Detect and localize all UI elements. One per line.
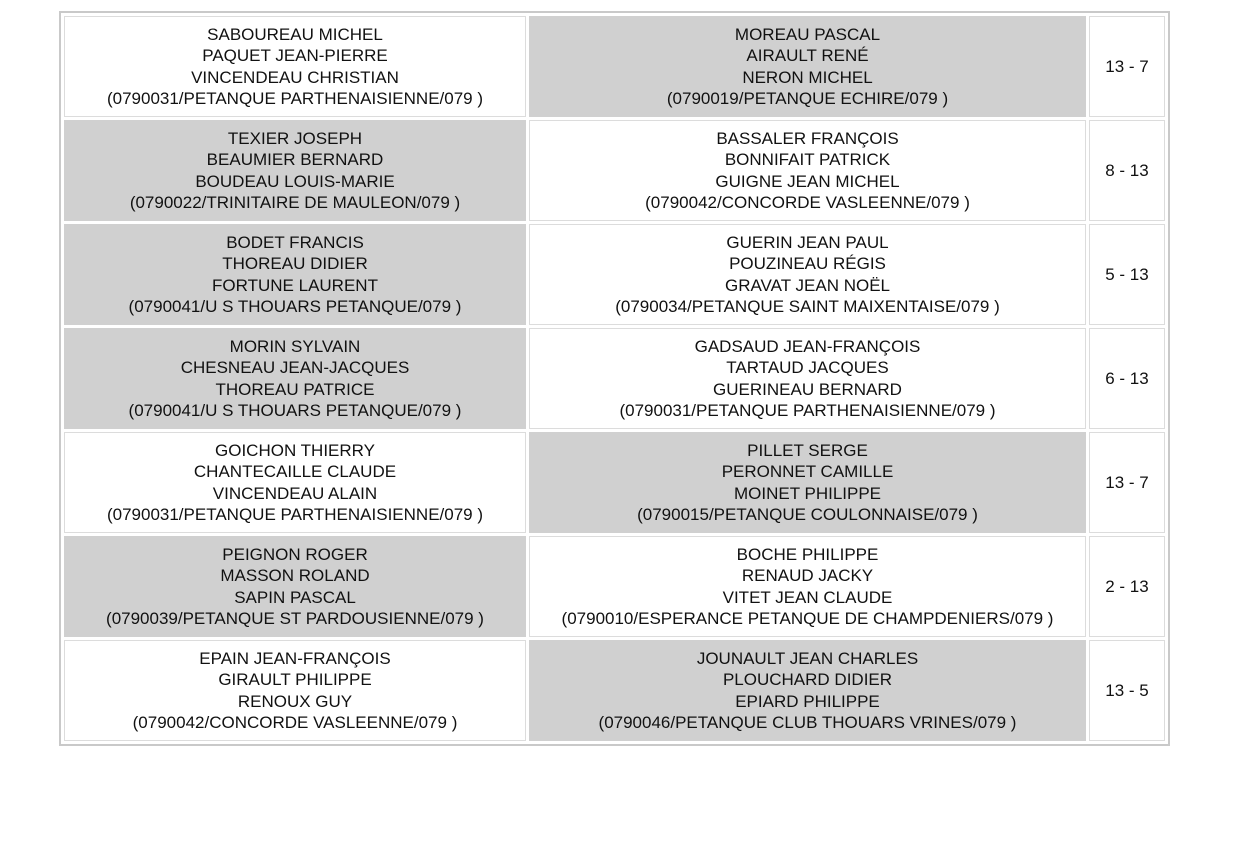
player-name: RENOUX GUY (237, 691, 353, 711)
player-name: GUIGNE JEAN MICHEL (715, 171, 900, 191)
player-name: VINCENDEAU CHRISTIAN (191, 67, 399, 87)
club-name: (0790031/PETANQUE PARTHENAISIENNE/079 ) (619, 401, 996, 420)
club-name: (0790022/TRINITAIRE DE MAULEON/079 ) (129, 193, 461, 212)
score-cell: 13 - 5 (1089, 640, 1165, 741)
player-name: NERON MICHEL (742, 67, 873, 87)
player-name: GIRAULT PHILIPPE (218, 670, 372, 689)
team-a-cell (64, 640, 526, 741)
player-name: BASSALER FRANÇOIS (716, 128, 899, 148)
club-name: (0790031/PETANQUE PARTHENAISIENNE/079 ) (106, 505, 484, 524)
team-a-cell (64, 224, 526, 325)
player-name: BOUDEAU LOUIS-MARIE (195, 171, 395, 191)
club-name: (0790041/U S THOUARS PETANQUE/079 ) (128, 401, 462, 420)
player-name: CHANTECAILLE CLAUDE (193, 462, 397, 481)
player-name: THOREAU PATRICE (215, 379, 375, 399)
player-name: GADSAUD JEAN-FRANÇOIS (694, 336, 921, 356)
team-a-cell (64, 432, 526, 533)
club-name: (0790042/CONCORDE VASLEENNE/079 ) (132, 713, 458, 732)
player-name: BOCHE PHILIPPE (736, 544, 879, 564)
player-name: PERONNET CAMILLE (721, 462, 894, 481)
club-name: (0790031/PETANQUE PARTHENAISIENNE/079 ) (106, 89, 484, 108)
player-name: MASSON ROLAND (220, 566, 370, 585)
player-name: EPAIN JEAN-FRANÇOIS (199, 648, 391, 668)
player-name: JOUNAULT JEAN CHARLES (696, 648, 919, 668)
match-row (64, 120, 1165, 221)
score-cell: 8 - 13 (1089, 120, 1165, 221)
club-name: (0790046/PETANQUE CLUB THOUARS VRINES/079 ) (598, 713, 1017, 732)
match-row (64, 328, 1165, 429)
club-name: (0790010/ESPERANCE PETANQUE DE CHAMPDENIERS/079 ) (561, 609, 1054, 628)
club-name: (0790034/PETANQUE SAINT MAIXENTAISE/079 ) (615, 297, 1000, 316)
player-name: BEAUMIER BERNARD (206, 150, 384, 169)
match-row (64, 432, 1165, 533)
player-name: GOICHON THIERRY (215, 440, 375, 460)
club-name: (0790042/CONCORDE VASLEENNE/079 ) (645, 193, 970, 212)
player-name: TARTAUD JACQUES (726, 358, 889, 377)
score-cell: 6 - 13 (1089, 328, 1165, 429)
player-name: RENAUD JACKY (741, 566, 874, 585)
player-name: SAPIN PASCAL (234, 587, 356, 607)
match-row (64, 224, 1165, 325)
match-row (64, 640, 1165, 741)
team-b-cell (529, 640, 1086, 741)
club-name: (0790015/PETANQUE COULONNAISE/079 ) (637, 505, 978, 524)
player-name: BODET FRANCIS (226, 232, 364, 252)
club-name: (0790041/U S THOUARS PETANQUE/079 ) (128, 297, 462, 316)
player-name: MOINET PHILIPPE (733, 483, 882, 503)
player-name: TEXIER JOSEPH (227, 128, 363, 148)
score-cell: 13 - 7 (1089, 432, 1165, 533)
team-a-cell (64, 328, 526, 429)
player-name: VITET JEAN CLAUDE (722, 587, 893, 607)
player-name: SABOUREAU MICHEL (207, 24, 383, 44)
club-name: (0790039/PETANQUE ST PARDOUSIENNE/079 ) (106, 609, 484, 628)
match-row (64, 16, 1165, 117)
score-cell: 2 - 13 (1089, 536, 1165, 637)
club-name: (0790019/PETANQUE ECHIRE/079 ) (666, 89, 949, 108)
team-b-cell (529, 536, 1086, 637)
player-name: PAQUET JEAN-PIERRE (202, 46, 388, 65)
player-name: PLOUCHARD DIDIER (722, 670, 893, 689)
player-name: FORTUNE LAURENT (212, 275, 378, 295)
player-name: PEIGNON ROGER (222, 544, 368, 564)
match-results-table (59, 11, 1170, 746)
score-cell: 5 - 13 (1089, 224, 1165, 325)
player-name: THOREAU DIDIER (222, 254, 368, 273)
player-name: BONNIFAIT PATRICK (724, 150, 891, 169)
team-a-cell (64, 16, 526, 117)
player-name: AIRAULT RENÉ (746, 46, 869, 65)
player-name: GRAVAT JEAN NOËL (724, 275, 890, 295)
player-name: GUERINEAU BERNARD (713, 379, 902, 399)
score-cell: 13 - 7 (1089, 16, 1165, 117)
player-name: MOREAU PASCAL (734, 24, 881, 44)
player-name: CHESNEAU JEAN-JACQUES (180, 358, 410, 377)
match-results-body (64, 16, 1165, 741)
player-name: PILLET SERGE (747, 440, 868, 460)
player-name: GUERIN JEAN PAUL (726, 232, 889, 252)
team-a-cell (64, 536, 526, 637)
player-name: VINCENDEAU ALAIN (212, 483, 378, 503)
player-name: POUZINEAU RÉGIS (729, 254, 886, 273)
team-b-cell (529, 224, 1086, 325)
player-name: EPIARD PHILIPPE (735, 691, 880, 711)
team-b-cell (529, 16, 1086, 117)
team-a-cell (64, 120, 526, 221)
team-b-cell (529, 328, 1086, 429)
team-b-cell (529, 432, 1086, 533)
match-row (64, 536, 1165, 637)
player-name: MORIN SYLVAIN (229, 336, 361, 356)
team-b-cell (529, 120, 1086, 221)
